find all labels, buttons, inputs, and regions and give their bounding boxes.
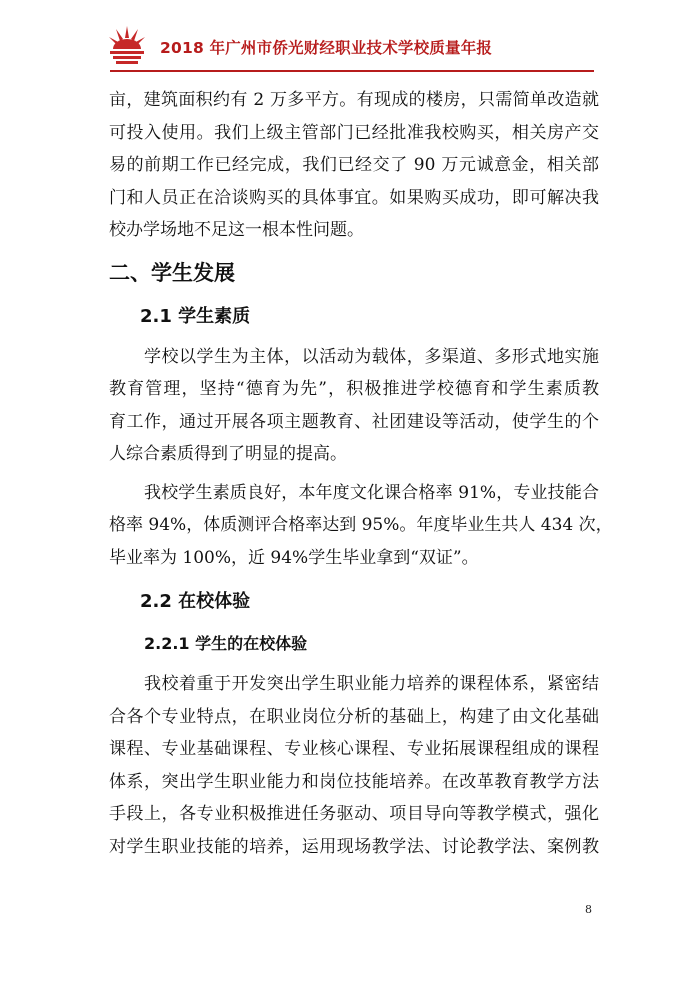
paragraph-line: 亩，建筑面积约有 2 万多平方。有现成的楼房，只需简单改造就 — [109, 90, 599, 110]
paragraph-line: 人综合素质得到了明显的提高。 — [109, 444, 347, 464]
document-body — [109, 84, 613, 863]
paragraph-line: 我校着重于开发突出学生职业能力培养的课程体系，紧密结 — [144, 674, 599, 694]
school-emblem-icon — [104, 20, 150, 66]
paragraph-line: 易的前期工作已经完成，我们已经交了 90 万元诚意金，相关部 — [109, 155, 599, 175]
paragraph-line: 育工作，通过开展各项主题教育、社团建设等活动，使学生的个 — [109, 411, 599, 432]
paragraph-line: 学校以学生为主体，以活动为载体，多渠道、多形式地实施 — [144, 346, 599, 367]
subsection-heading: 2.1 学生素质 — [140, 305, 251, 327]
paragraph-line: 教育管理，坚持“德育为先”，积极推进学校德育和学生素质教 — [109, 379, 599, 399]
paragraph-line: 毕业率为 100%，近 94%学生毕业拿到“双证”。 — [109, 547, 479, 568]
header-divider — [110, 70, 594, 72]
paragraph-line: 我校学生素质良好，本年度文化课合格率 91%，专业技能合 — [144, 482, 599, 503]
paragraph-line: 手段上，各专业积极推进任务驱动、项目导向等教学模式，强化 — [109, 804, 599, 824]
paragraph-line: 校办学场地不足这一根本性问题。 — [109, 220, 364, 240]
page-header — [104, 20, 594, 74]
header-title: 2018 年广州市侨光财经职业技术学校质量年报 — [160, 39, 493, 57]
paragraph-line: 体系，突出学生职业能力和岗位技能培养。在改革教育教学方法 — [109, 771, 599, 792]
paragraph-line: 格率 94%，体质测评合格率达到 95%。年度毕业生共人 434 次， — [109, 515, 613, 535]
paragraph-line: 门和人员正在洽谈购买的具体事宜。如果购买成功，即可解决我 — [109, 187, 599, 208]
subsection-heading: 2.2 在校体验 — [140, 591, 251, 612]
section-heading: 二、学生发展 — [109, 260, 235, 285]
paragraph-line: 合各个专业特点，在职业岗位分析的基础上，构建了由文化基础 — [109, 706, 599, 727]
subsubsection-heading: 2.2.1 学生的在校体验 — [144, 634, 308, 653]
paragraph-line: 对学生职业技能的培养，运用现场教学法、讨论教学法、案例教 — [109, 836, 599, 857]
page-number: 8 — [585, 903, 592, 916]
paragraph-line: 课程、专业基础课程、专业核心课程、专业拓展课程组成的课程 — [109, 739, 599, 759]
paragraph-line: 可投入使用。我们上级主管部门已经批准我校购买，相关房产交 — [109, 122, 599, 143]
